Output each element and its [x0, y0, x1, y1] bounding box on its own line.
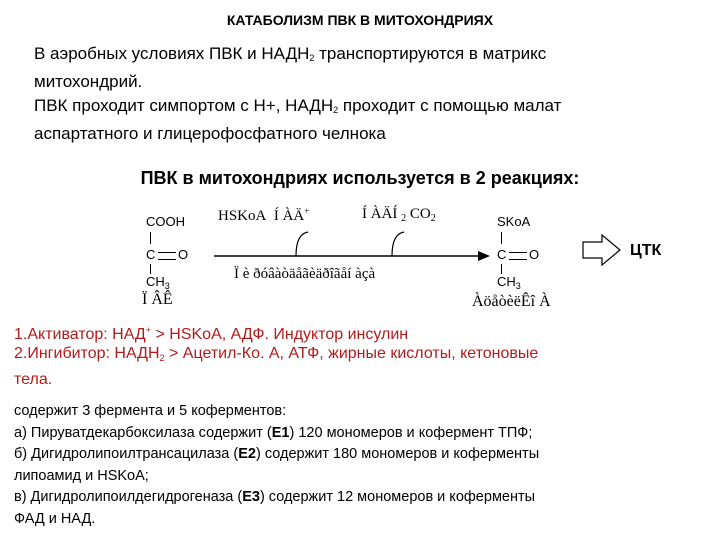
enzyme-complex-label: Ï è ðóâàòäåãèäðîãåí àçà — [234, 266, 376, 282]
info-e3: в) Дигидролипоилдегидрогеназа (Е3) содержит 12 мономеров и коферменты — [14, 489, 536, 505]
acetylcoa-carbon: C — [497, 247, 507, 262]
pyruvate-caption: Ï ÂÊ — [142, 291, 173, 308]
info-e2-cont: липоамид и HSKoA; — [14, 467, 149, 484]
info-e2: б) Дигидролипоилтрансацилаза (Е2) содержит 180 мономеров и коферменты — [14, 446, 540, 462]
acetylcoa-skoa: SKoA — [497, 214, 531, 229]
pyruvate-methyl: $CH_3$ — [146, 274, 170, 291]
product-exit-curve — [392, 232, 404, 256]
enzyme-info — [14, 401, 704, 530]
info-e1: а) Пируватдекарбоксилаза содержит (Е1) 120 мономеров и кофермент ТПФ; — [14, 424, 533, 441]
info-line-1: содержит 3 фермента и 5 коферментов: — [14, 403, 287, 419]
inhibitor-line: 2.Ингибитор: $НАДН_2$ > Ацетил-Ко. А, АТФ, жирные кислоты, кетоновые — [14, 345, 539, 363]
pyruvate-cooh: COOH — [146, 214, 185, 229]
acetylcoa-caption: ÀöåòèëÊî À — [472, 293, 551, 310]
page-title: КАТАБОЛИЗМ ПВК В МИТОХОНДРИЯХ — [226, 12, 494, 28]
pyruvate-carbon: C — [146, 247, 156, 262]
acetylcoa-bond-top — [501, 232, 502, 244]
intro-line-4: аспартатного и глицерофосфатного челнока — [34, 124, 386, 143]
main-reaction-arrowhead — [478, 251, 490, 261]
acetylcoa-double-bond — [509, 252, 527, 260]
cofactors-in: HSKoA Í ÀÄ+ — [218, 206, 310, 224]
section-heading: ПВК в митохондриях используется в 2 реакциях: — [140, 168, 580, 188]
products-out: Í ÀÄÍ $_2$ $CO_2$ — [362, 206, 436, 224]
activator-line: 1.Активатор: НАД+ > HSKoA, АДФ. Индуктор инсулин — [14, 325, 409, 343]
info-e3-cont: ФАД и НАД. — [14, 510, 96, 527]
tca-block-arrow — [583, 235, 620, 265]
inhibitor-line-cont: тела. — [14, 371, 53, 388]
acetylcoa-oxygen: O — [529, 247, 540, 262]
tca-label: ЦТК — [630, 242, 662, 259]
intro-line-3: ПВК проходит симпортом с Н+, $НАДН_2$ проходит с помощью малат — [34, 96, 562, 115]
intro-line-2: митохондрий. — [34, 72, 143, 91]
intro-line-1: В аэробных условиях ПВК и $НАДН_2$ транспортируются в матрикс — [34, 44, 547, 63]
pyruvate-oxygen: O — [178, 247, 189, 262]
acetylcoa-bond-bottom — [501, 264, 502, 274]
acetylcoa-methyl: $CH_3$ — [497, 274, 521, 291]
cofactor-entry-curve — [296, 232, 308, 256]
